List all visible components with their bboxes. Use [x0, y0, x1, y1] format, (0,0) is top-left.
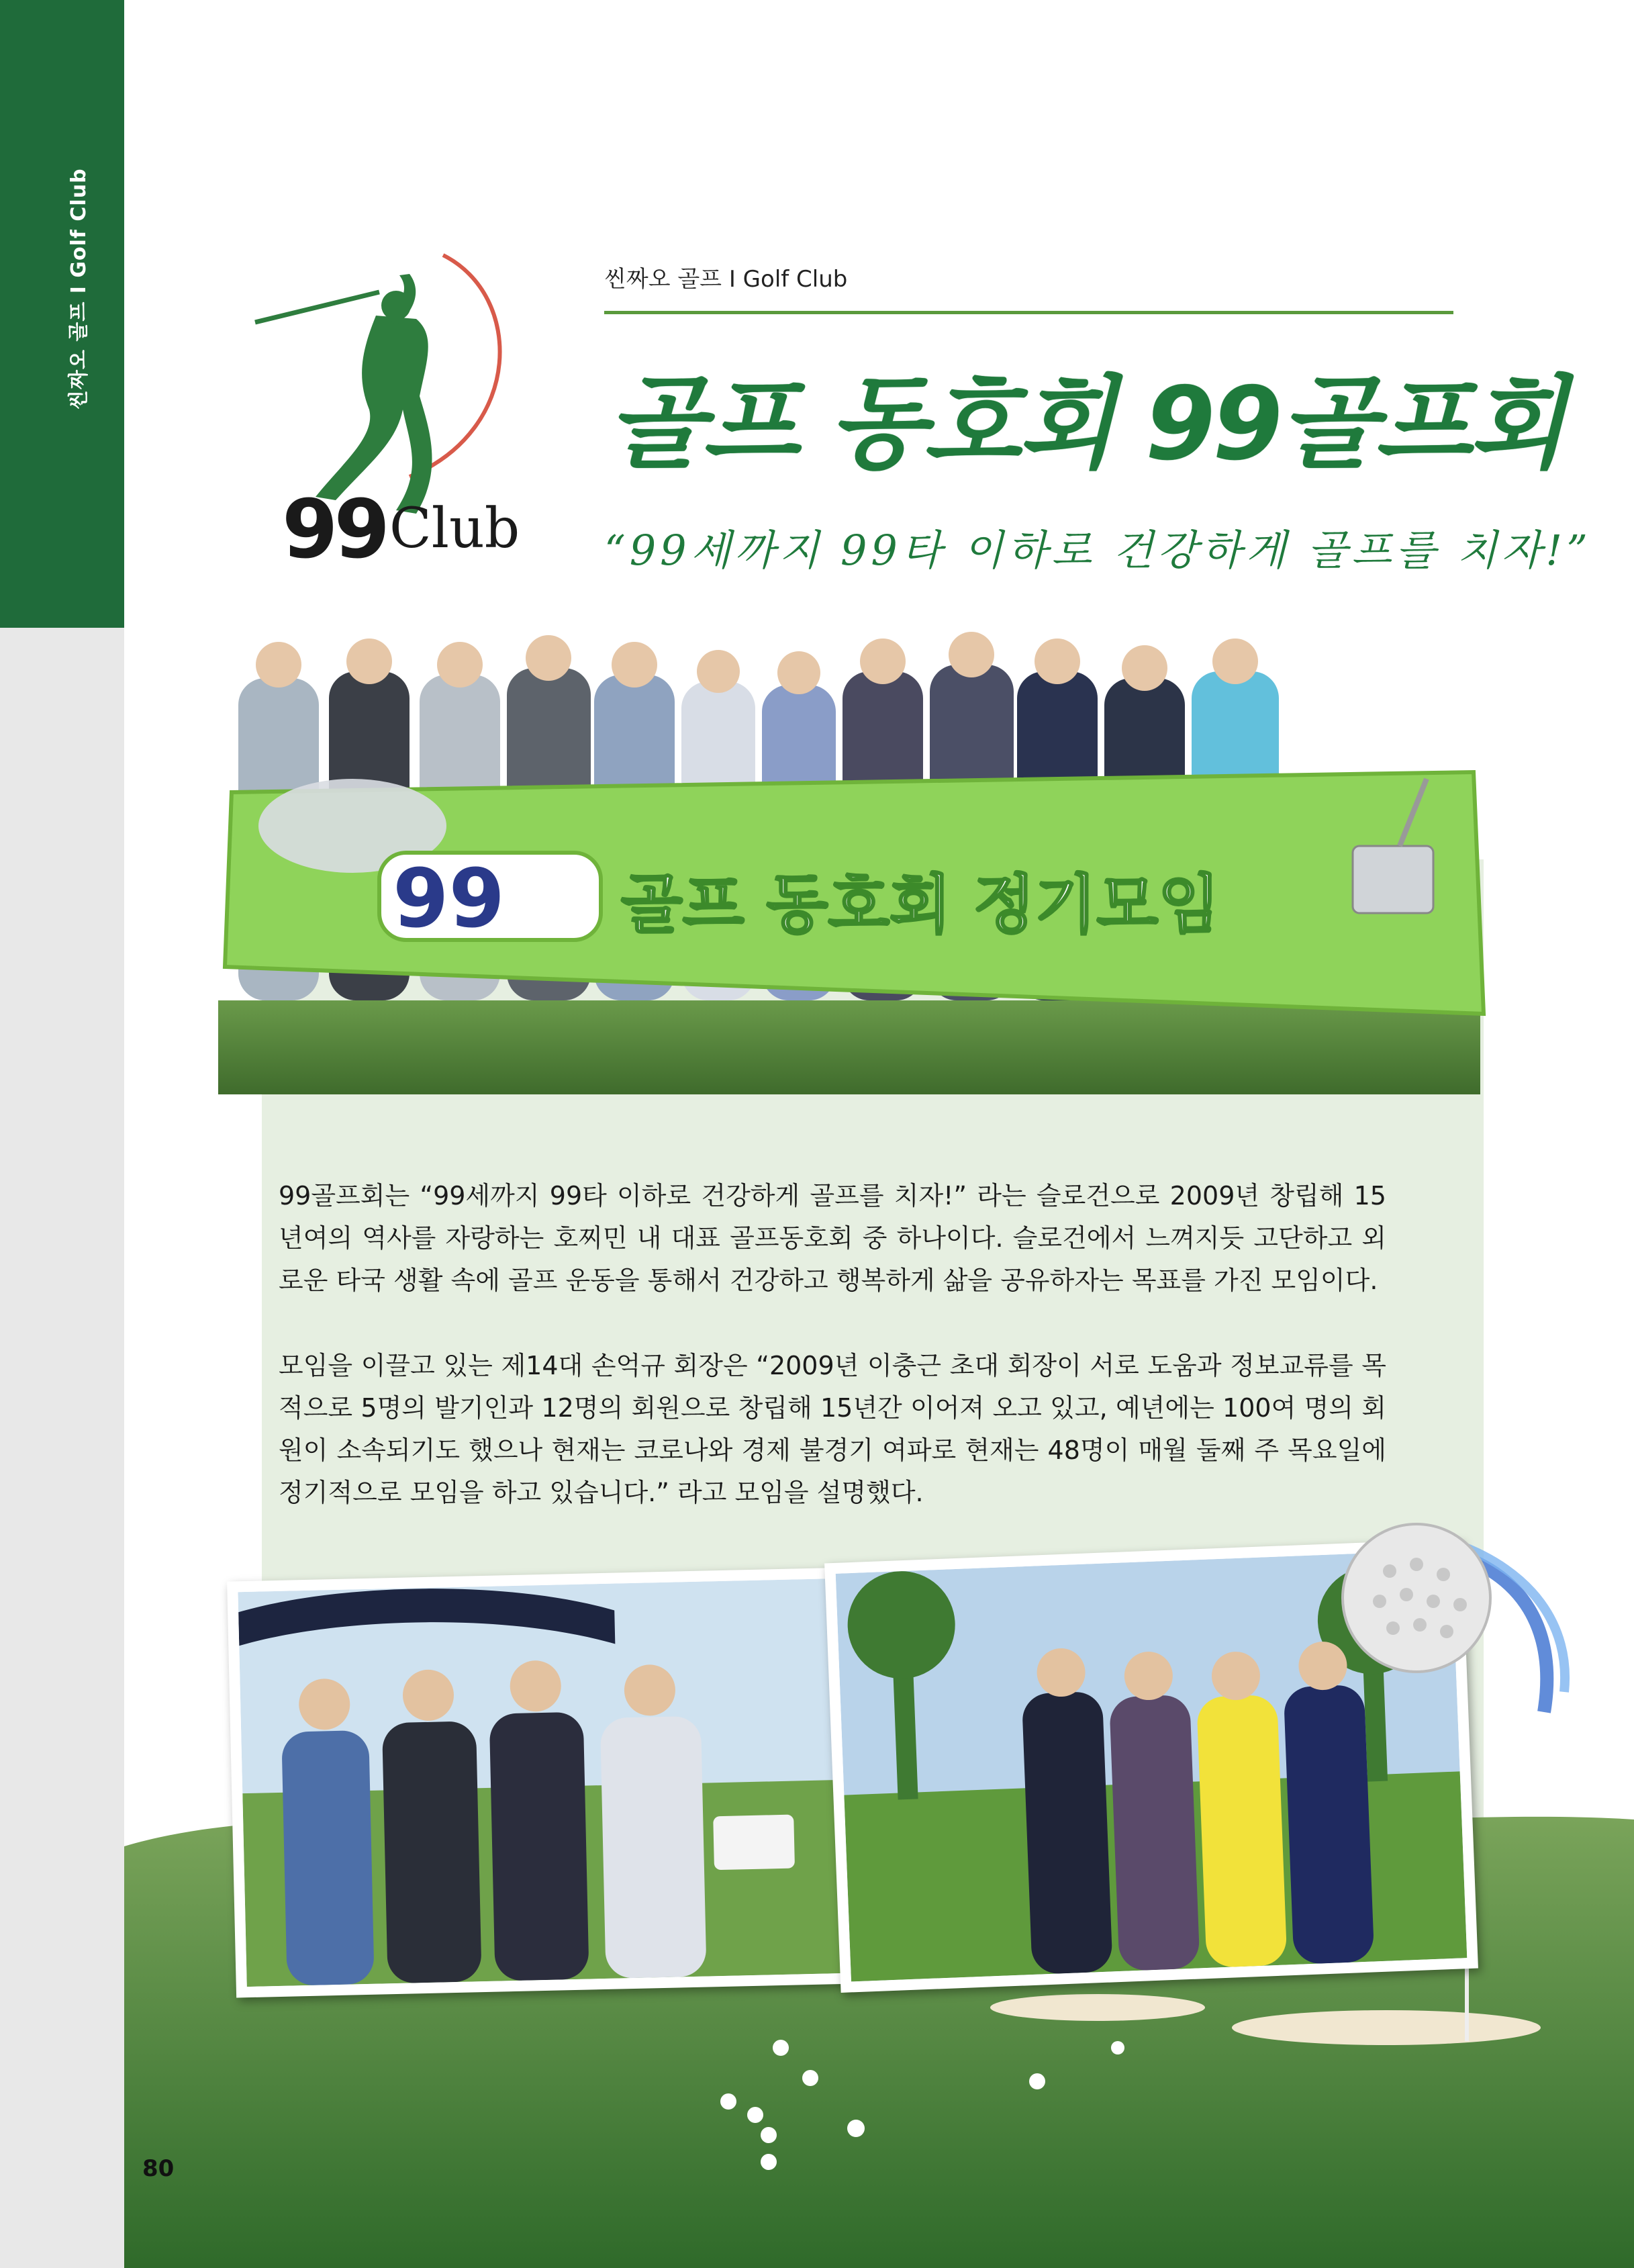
photo-four-members: [227, 1568, 861, 1998]
logo-word: Club: [389, 497, 520, 561]
banner-number: 99: [393, 853, 505, 946]
paragraph-1: 99골프회는 “99세까지 99타 이하로 건강하게 골프를 치자!” 라는 슬로건으로 2009년 창립해 15년여의 역사를 자랑하는 호찌민 내 대표 골프동호회 중 하나이다. 슬로건에서 느껴지듯 고단하고 외로운 타국 생활 속에 골프 운동을 통해서 건강하고 행복하게 삶을 공유하자는 목표를 가진 모임이다.: [279, 1181, 1386, 1295]
section-kicker: 씬짜오 골프 I Golf Club: [604, 266, 848, 293]
golf-ball-icon: [1329, 1511, 1578, 1726]
page-number: 80: [142, 2155, 175, 2182]
page-title: 골프 동호회 99골프회: [608, 366, 1564, 483]
group-photo: [191, 624, 1490, 1094]
section-tab-label: 씬짜오 골프 I Golf Club: [67, 168, 91, 410]
banner-text: 골프 동호회 정기모임: [621, 868, 1220, 942]
article-body: [279, 1175, 1386, 1557]
kicker-divider: [604, 311, 1453, 314]
section-tab: [0, 0, 124, 628]
slogan: “99세까지 99타 이하로 건강하게 골프를 치자!”: [604, 526, 1592, 575]
paragraph-2: 모임을 이끌고 있는 제14대 손억규 회장은 “2009년 이충근 초대 회장이 서로 도움과 정보교류를 목적으로 5명의 발기인과 12명의 회원으로 창립해 15년간 이어져 오고 있고, 예년에는 100여 명의 회원이 소속되기도 했으나 현재는 코로나와 경제 불경기 여파로 현재는 48명이 매월 둘째 주 목요일에 정기적으로 모임을 하고 있습니다.” 라고 모임을 설명했다.: [279, 1351, 1386, 1507]
logo-number: 99: [282, 483, 386, 577]
